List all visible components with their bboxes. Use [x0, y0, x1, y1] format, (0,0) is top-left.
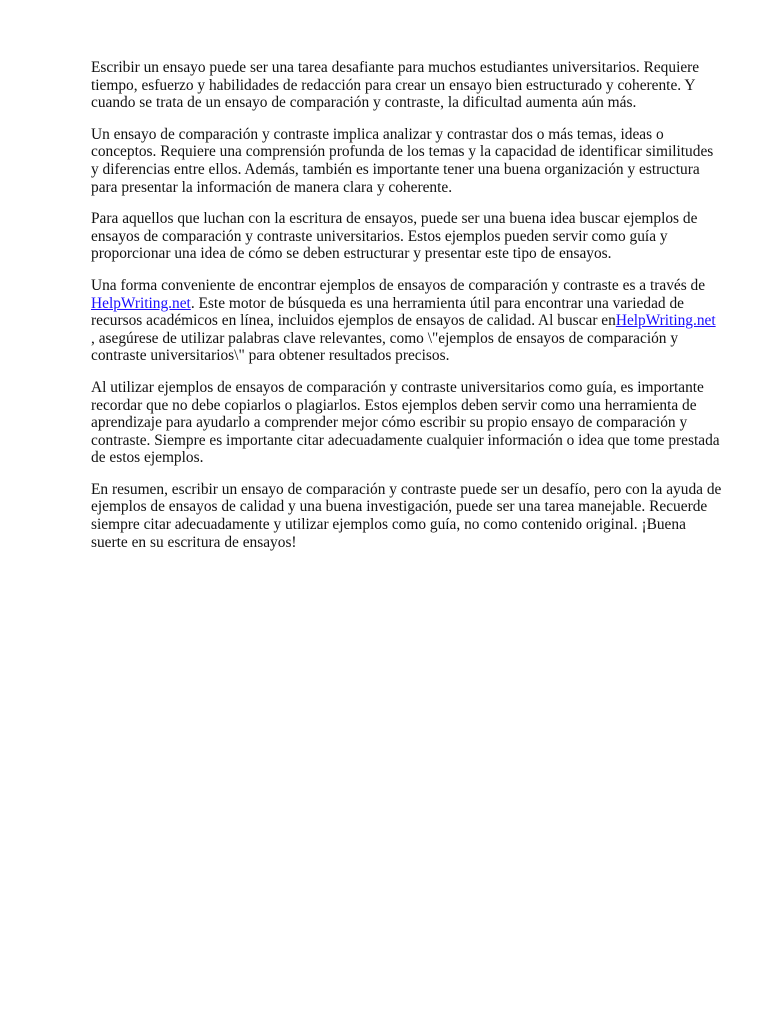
- helpwriting-link-1[interactable]: HelpWriting.net: [91, 294, 191, 312]
- paragraph-3: Para aquellos que luchan con la escritura de ensayos, puede ser una buena idea buscar ejemplos de ensayos de comparación y contraste universitarios. Estos ejemplos pueden servir como guía y proporcionar una idea de cómo se deben estructurar y presentar este tipo de ensayos.: [91, 210, 698, 263]
- paragraph-5: Al utilizar ejemplos de ensayos de comparación y contraste universitarios como guía, es importante recordar que no debe copiarlos o plagiarlos. Estos ejemplos deben servir como una herramienta de aprendizaje para ayudarlo a comprender mejor cómo escribir su propio ensayo de comparación y contraste. Siempre es importante citar adecuadamente cualquier información o idea que tome prestada de estos ejemplos.: [91, 378, 720, 467]
- paragraph-1: Escribir un ensayo puede ser una tarea desafiante para muchos estudiantes universitarios. Requiere tiempo, esfuerzo y habilidades de redacción para crear un ensayo bien estructurado y coherente. Y cuando se trata de un ensayo de comparación y contraste, la dificultad aumenta aún más.: [91, 59, 700, 112]
- paragraph-2: Un ensayo de comparación y contraste implica analizar y contrastar dos o más temas, ideas o conceptos. Requiere una comprensión profunda de los temas y la capacidad de identificar similitudes y diferencias entre ellos. Además, también es importante tener una buena organización y estructura para presentar la información de manera clara y coherente.: [91, 125, 714, 196]
- paragraph-4-text-start: Una forma conveniente de encontrar ejemplos de ensayos de comparación y contraste es a través de: [91, 276, 706, 294]
- document-page: [91, 59, 723, 565]
- paragraph-6: En resumen, escribir un ensayo de comparación y contraste puede ser un desafío, pero con la ayuda de ejemplos de ensayos de calidad y una buena investigación, puede ser una tarea manejable. Recuerde siempre citar adecuadamente y utilizar ejemplos como guía, no como contenido original. ¡Buena suerte en su escritura de ensayos!: [91, 480, 722, 551]
- paragraph-4: [91, 277, 723, 365]
- helpwriting-link-2[interactable]: HelpWriting.net: [615, 312, 716, 330]
- paragraph-4-text-middle: . Este motor de búsqueda es una herramienta útil para encontrar una variedad de recursos académicos en línea, incluidos ejemplos de ensayos de calidad. Al buscar en: [91, 294, 684, 330]
- paragraph-4-text-end: , asegúrese de utilizar palabras clave relevantes, como \"ejemplos de ensayos de comparación y contraste universitarios\" para obtener resultados precisos.: [91, 329, 679, 365]
